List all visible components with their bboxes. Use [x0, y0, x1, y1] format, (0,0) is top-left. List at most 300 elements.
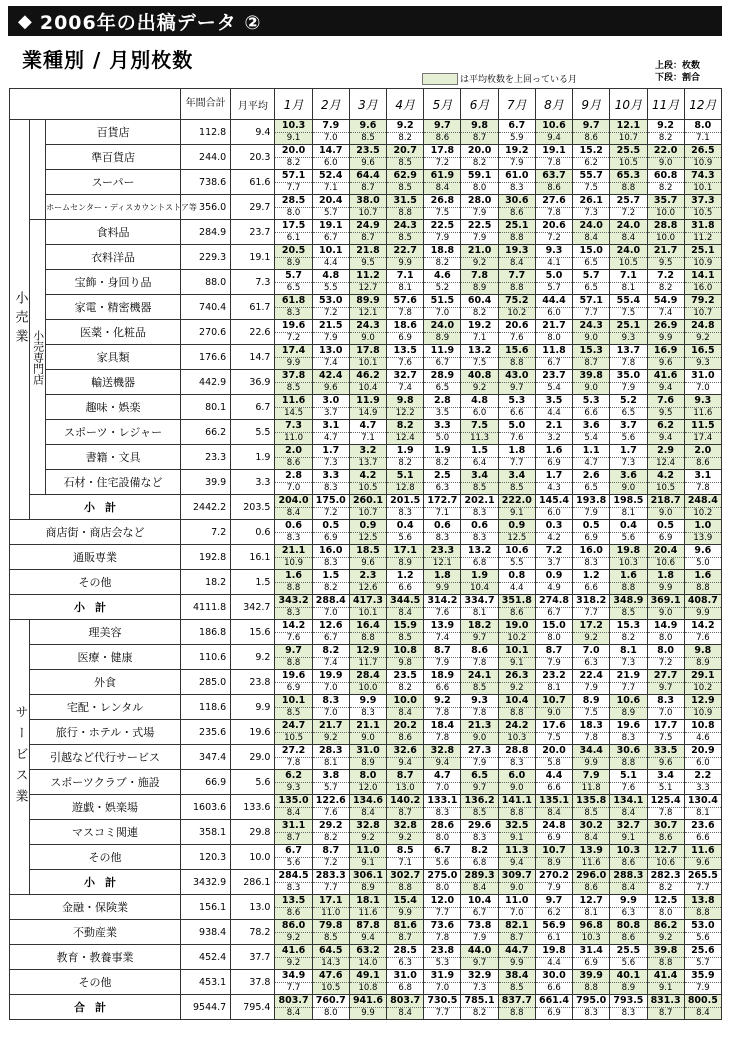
- cell-ratio: 14.3: [321, 958, 341, 968]
- cell-count: 17.7: [648, 720, 684, 733]
- cell-ratio: 9.6: [324, 383, 338, 393]
- month-cell: [573, 345, 610, 370]
- cell-ratio: 10.5: [693, 208, 713, 218]
- row-label: 輸送機器: [46, 370, 181, 395]
- month-cell: [387, 245, 424, 270]
- month-cell: [573, 120, 610, 145]
- cell-count: 57.1: [275, 170, 311, 183]
- cell-count: 7.0: [573, 645, 609, 658]
- month-cell: [684, 645, 721, 670]
- cell-count: 19.8: [610, 545, 646, 558]
- cell-count: 3.4: [648, 770, 684, 783]
- cell-count: 25.1: [499, 220, 535, 233]
- month-cell: [573, 620, 610, 645]
- cell-ratio: 9.9: [510, 958, 524, 968]
- month-cell: [349, 145, 386, 170]
- cell-ratio: 8.3: [286, 608, 301, 618]
- month-cell: [647, 120, 684, 145]
- table-row: [10, 145, 722, 170]
- row-total: 442.9: [180, 370, 230, 395]
- month-cell: [573, 920, 610, 945]
- month-cell: [647, 820, 684, 845]
- month-cell: [312, 920, 349, 945]
- cell-count: 1.7: [313, 445, 349, 458]
- month-cell: [349, 445, 386, 470]
- cell-count: 41.4: [648, 970, 684, 983]
- cell-count: 9.7: [536, 895, 572, 908]
- cell-ratio: 8.8: [696, 583, 710, 593]
- cell-count: 9.3: [461, 695, 497, 708]
- cell-ratio: 11.0: [284, 433, 304, 443]
- month-cell: [461, 845, 498, 870]
- month-cell: [461, 295, 498, 320]
- cell-count: 30.7: [648, 820, 684, 833]
- month-cell: [387, 395, 424, 420]
- month-cell: [387, 170, 424, 195]
- table-row: [10, 520, 722, 545]
- table-row: [10, 370, 722, 395]
- row-label: 医療・健康: [30, 645, 181, 670]
- month-cell: [312, 720, 349, 745]
- cell-ratio: 8.4: [584, 233, 598, 243]
- month-cell: [684, 520, 721, 545]
- cell-count: 1.8: [424, 570, 460, 583]
- cell-count: 803.7: [387, 995, 423, 1008]
- row-label: 合計: [10, 995, 181, 1020]
- month-cell: [387, 470, 424, 495]
- cell-count: 17.8: [350, 345, 386, 358]
- cell-ratio: 8.5: [361, 133, 375, 143]
- cell-count: 11.0: [499, 895, 535, 908]
- month-cell: [349, 845, 386, 870]
- cell-ratio: 8.6: [621, 858, 636, 868]
- month-cell: [535, 395, 572, 420]
- cell-count: 27.7: [648, 670, 684, 683]
- cell-count: 135.8: [573, 795, 609, 808]
- cell-ratio: 9.0: [547, 708, 561, 718]
- cell-ratio: 6.3: [435, 483, 450, 493]
- row-label: 宝飾・身回り品: [46, 270, 181, 295]
- cell-ratio: 6.7: [547, 358, 561, 368]
- cell-ratio: 7.4: [435, 633, 450, 643]
- cell-ratio: 8.3: [472, 508, 487, 518]
- cell-ratio: 6.6: [510, 408, 524, 418]
- cell-count: 8.2: [387, 420, 423, 433]
- cell-count: 13.2: [461, 545, 497, 558]
- cell-count: 19.6: [275, 670, 311, 683]
- month-cell: [535, 870, 572, 895]
- month-cell: [647, 495, 684, 520]
- cell-ratio: 7.7: [621, 683, 636, 693]
- month-cell: [275, 970, 312, 995]
- cell-ratio: 8.1: [324, 758, 338, 768]
- cell-count: 28.3: [313, 745, 349, 758]
- row-total: 229.3: [180, 245, 230, 270]
- cell-count: 14.2: [275, 620, 311, 633]
- cell-ratio: 12.4: [395, 433, 415, 443]
- cell-count: 3.1: [313, 420, 349, 433]
- cell-count: 21.3: [461, 720, 497, 733]
- group-spacer: [30, 120, 46, 220]
- cell-count: 23.3: [424, 545, 460, 558]
- month-cell: [275, 995, 312, 1020]
- cell-count: 29.1: [685, 670, 721, 683]
- cell-ratio: 6.9: [547, 458, 561, 468]
- row-label: 不動産業: [10, 920, 181, 945]
- month-cell: [647, 320, 684, 345]
- month-cell: [610, 720, 647, 745]
- month-cell: [424, 345, 461, 370]
- cell-ratio: 6.8: [398, 983, 412, 993]
- header-month: 9月: [573, 89, 610, 120]
- month-cell: [424, 495, 461, 520]
- cell-count: 2.6: [573, 470, 609, 483]
- cell-ratio: 3.7: [324, 408, 338, 418]
- cell-ratio: 9.7: [658, 683, 673, 693]
- month-cell: [461, 420, 498, 445]
- cell-ratio: 8.1: [398, 283, 412, 293]
- month-cell: [573, 870, 610, 895]
- cell-count: 15.9: [387, 620, 423, 633]
- month-cell: [461, 245, 498, 270]
- cell-ratio: 6.9: [547, 1008, 561, 1018]
- table-row: [10, 970, 722, 995]
- row-label: 医薬・化粧品: [46, 320, 181, 345]
- cell-ratio: 7.0: [324, 683, 338, 693]
- cell-ratio: 7.8: [435, 933, 450, 943]
- month-cell: [312, 745, 349, 770]
- month-cell: [573, 795, 610, 820]
- cell-ratio: 6.6: [547, 983, 561, 993]
- month-cell: [387, 270, 424, 295]
- cell-ratio: 9.2: [324, 733, 338, 743]
- row-label: 食料品: [46, 220, 181, 245]
- month-cell: [610, 845, 647, 870]
- cell-ratio: 8.0: [658, 633, 673, 643]
- month-cell: [349, 870, 386, 895]
- month-cell: [498, 520, 535, 545]
- table-row: [10, 845, 722, 870]
- cell-count: 19.9: [313, 670, 349, 683]
- cell-count: 193.8: [573, 495, 609, 508]
- cell-ratio: 8.0: [472, 183, 487, 193]
- cell-ratio: 8.5: [398, 233, 412, 243]
- month-cell: [610, 670, 647, 695]
- month-cell: [647, 370, 684, 395]
- cell-ratio: 7.5: [435, 208, 450, 218]
- cell-count: 3.5: [536, 395, 572, 408]
- month-cell: [387, 770, 424, 795]
- cell-ratio: 7.3: [621, 458, 636, 468]
- month-cell: [387, 345, 424, 370]
- cell-ratio: 8.8: [286, 658, 301, 668]
- cell-ratio: 7.9: [435, 233, 450, 243]
- cell-count: 7.9: [313, 120, 349, 133]
- cell-ratio: 8.8: [510, 283, 524, 293]
- cell-ratio: 7.1: [361, 433, 375, 443]
- month-cell: [461, 620, 498, 645]
- cell-ratio: 6.5: [584, 258, 598, 268]
- cell-ratio: 12.4: [656, 458, 676, 468]
- month-cell: [349, 345, 386, 370]
- cell-ratio: 10.8: [358, 983, 378, 993]
- month-cell: [387, 670, 424, 695]
- cell-ratio: 10.9: [693, 258, 713, 268]
- row-total: 66.2: [180, 420, 230, 445]
- cell-count: 30.0: [536, 970, 572, 983]
- cell-count: 10.6: [610, 695, 646, 708]
- cell-count: 81.6: [387, 920, 423, 933]
- cell-ratio: 8.8: [658, 958, 673, 968]
- cell-ratio: 9.6: [658, 358, 673, 368]
- cell-count: 21.7: [536, 320, 572, 333]
- row-avg: 6.7: [231, 395, 275, 420]
- cell-ratio: 10.2: [507, 633, 527, 643]
- cell-count: 25.1: [610, 320, 646, 333]
- cell-ratio: 4.6: [696, 733, 710, 743]
- cell-count: 13.9: [424, 620, 460, 633]
- row-avg: 9.2: [231, 645, 275, 670]
- cell-count: 1.6: [536, 445, 572, 458]
- cell-count: 10.3: [275, 120, 311, 133]
- month-cell: [349, 270, 386, 295]
- row-total: 244.0: [180, 145, 230, 170]
- cell-ratio: 8.0: [324, 1008, 338, 1018]
- row-label: その他: [10, 570, 181, 595]
- month-cell: [461, 645, 498, 670]
- cell-count: 31.9: [424, 970, 460, 983]
- cell-count: 14.2: [685, 620, 721, 633]
- cell-count: 20.2: [387, 720, 423, 733]
- cell-ratio: 10.9: [284, 558, 304, 568]
- cell-count: 32.8: [350, 820, 386, 833]
- cell-count: 8.0: [648, 645, 684, 658]
- cell-count: 5.1: [610, 770, 646, 783]
- cell-ratio: 7.9: [472, 233, 487, 243]
- cell-ratio: 8.3: [435, 533, 450, 543]
- cell-count: 41.6: [648, 370, 684, 383]
- cell-ratio: 8.6: [621, 933, 636, 943]
- cell-count: 9.6: [350, 120, 386, 133]
- cell-ratio: 4.4: [510, 583, 524, 593]
- row-total: 39.9: [180, 470, 230, 495]
- month-cell: [424, 670, 461, 695]
- month-cell: [573, 395, 610, 420]
- cell-count: 172.7: [424, 495, 460, 508]
- cell-count: 32.6: [387, 745, 423, 758]
- cell-ratio: 7.0: [435, 983, 450, 993]
- cell-ratio: 8.5: [472, 483, 487, 493]
- cell-count: 941.6: [350, 995, 386, 1008]
- cell-count: 1.6: [610, 570, 646, 583]
- table-row: [10, 420, 722, 445]
- month-cell: [349, 120, 386, 145]
- month-cell: [647, 945, 684, 970]
- month-cell: [312, 370, 349, 395]
- cell-ratio: 8.4: [398, 708, 412, 718]
- row-total: 9544.7: [180, 995, 230, 1020]
- cell-count: 3.7: [610, 420, 646, 433]
- cell-ratio: 8.9: [696, 658, 710, 668]
- month-cell: [498, 895, 535, 920]
- cell-ratio: 8.2: [621, 633, 636, 643]
- cell-ratio: 4.4: [547, 958, 561, 968]
- cell-count: 21.5: [313, 320, 349, 333]
- month-cell: [275, 495, 312, 520]
- month-cell: [275, 545, 312, 570]
- cell-count: 53.0: [685, 920, 721, 933]
- cell-ratio: 5.4: [547, 383, 561, 393]
- cell-count: 18.1: [350, 895, 386, 908]
- month-cell: [349, 395, 386, 420]
- cell-count: 19.1: [536, 145, 572, 158]
- cell-ratio: 7.5: [658, 733, 673, 743]
- month-cell: [424, 945, 461, 970]
- cell-count: 51.5: [424, 295, 460, 308]
- cell-ratio: 5.4: [584, 433, 598, 443]
- month-cell: [647, 745, 684, 770]
- row-label: 小計: [30, 870, 181, 895]
- cell-count: 26.8: [424, 195, 460, 208]
- row-label: スポーツクラブ・施設: [30, 770, 181, 795]
- cell-count: 0.5: [313, 520, 349, 533]
- cell-ratio: 6.6: [696, 833, 710, 843]
- cell-ratio: 8.6: [286, 458, 301, 468]
- cell-count: 175.0: [313, 495, 349, 508]
- cell-ratio: 13.0: [395, 783, 415, 793]
- cell-ratio: 8.7: [398, 808, 412, 818]
- cell-ratio: 6.9: [324, 533, 338, 543]
- month-cell: [684, 545, 721, 570]
- month-cell: [684, 120, 721, 145]
- cell-count: 31.0: [387, 970, 423, 983]
- table-row: [10, 195, 722, 220]
- cell-ratio: 7.9: [621, 383, 636, 393]
- cell-count: 63.2: [350, 945, 386, 958]
- cell-count: 198.5: [610, 495, 646, 508]
- cell-count: 661.4: [536, 995, 572, 1008]
- row-total: 18.2: [180, 570, 230, 595]
- cell-ratio: 8.3: [286, 883, 301, 893]
- row-avg: 13.0: [231, 895, 275, 920]
- cell-count: 1.9: [424, 445, 460, 458]
- month-cell: [349, 970, 386, 995]
- cell-ratio: 10.6: [656, 858, 676, 868]
- cell-count: 8.0: [685, 120, 721, 133]
- cell-count: 28.5: [275, 195, 311, 208]
- cell-ratio: 10.5: [358, 483, 378, 493]
- cell-count: 7.2: [536, 545, 572, 558]
- cell-count: 0.9: [350, 520, 386, 533]
- cell-ratio: 9.1: [286, 133, 301, 143]
- month-cell: [498, 645, 535, 670]
- cell-count: 89.9: [350, 295, 386, 308]
- month-cell: [610, 145, 647, 170]
- month-cell: [647, 270, 684, 295]
- cell-ratio: 14.5: [284, 408, 304, 418]
- cell-ratio: 10.7: [693, 308, 713, 318]
- cell-count: 6.0: [499, 770, 535, 783]
- header-month: 4月: [387, 89, 424, 120]
- month-cell: [349, 495, 386, 520]
- cell-ratio: 16.0: [693, 283, 713, 293]
- cell-count: 8.6: [461, 645, 497, 658]
- month-cell: [498, 970, 535, 995]
- cell-count: 9.3: [536, 245, 572, 258]
- month-cell: [275, 520, 312, 545]
- month-cell: [498, 495, 535, 520]
- month-cell: [684, 845, 721, 870]
- cell-count: 25.7: [610, 195, 646, 208]
- cell-ratio: 10.9: [693, 708, 713, 718]
- cell-count: 7.1: [387, 270, 423, 283]
- cell-count: 19.8: [536, 945, 572, 958]
- cell-count: 0.3: [536, 520, 572, 533]
- cell-count: 1.5: [461, 445, 497, 458]
- cell-ratio: 12.1: [432, 558, 452, 568]
- cell-ratio: 9.3: [621, 333, 636, 343]
- cell-count: 2.3: [350, 570, 386, 583]
- month-cell: [610, 920, 647, 945]
- cell-count: 2.8: [275, 470, 311, 483]
- month-cell: [647, 195, 684, 220]
- cell-ratio: 8.2: [658, 133, 673, 143]
- row-total: 88.0: [180, 270, 230, 295]
- cell-count: 18.6: [387, 320, 423, 333]
- month-cell: [387, 445, 424, 470]
- cell-ratio: 7.8: [472, 658, 487, 668]
- cell-count: 204.0: [275, 495, 311, 508]
- table-row: [10, 345, 722, 370]
- cell-count: 5.3: [499, 395, 535, 408]
- cell-ratio: 8.4: [621, 808, 636, 818]
- cell-count: 11.2: [350, 270, 386, 283]
- row-label: その他: [30, 845, 181, 870]
- month-cell: [312, 970, 349, 995]
- month-cell: [610, 170, 647, 195]
- month-cell: [349, 595, 386, 620]
- cell-ratio: 9.2: [696, 333, 710, 343]
- cell-count: 21.1: [275, 545, 311, 558]
- month-cell: [498, 995, 535, 1020]
- cell-ratio: 4.7: [584, 458, 598, 468]
- cell-count: 1.6: [685, 570, 721, 583]
- month-cell: [535, 795, 572, 820]
- cell-ratio: 11.3: [470, 433, 490, 443]
- table-row: [10, 945, 722, 970]
- cell-ratio: 8.1: [547, 683, 561, 693]
- month-cell: [498, 370, 535, 395]
- cell-ratio: 7.2: [286, 333, 301, 343]
- month-cell: [312, 245, 349, 270]
- cell-count: 24.1: [461, 670, 497, 683]
- table-row: [10, 120, 722, 145]
- cell-count: 21.1: [350, 720, 386, 733]
- cell-ratio: 8.4: [398, 608, 412, 618]
- cell-ratio: 8.2: [658, 183, 673, 193]
- month-cell: [275, 145, 312, 170]
- month-cell: [424, 145, 461, 170]
- cell-ratio: 7.5: [621, 308, 636, 318]
- cell-ratio: 9.2: [658, 933, 673, 943]
- table-row: [10, 920, 722, 945]
- month-cell: [387, 295, 424, 320]
- cell-count: 275.0: [424, 870, 460, 883]
- cell-ratio: 6.9: [584, 533, 598, 543]
- cell-count: 309.7: [499, 870, 535, 883]
- cell-ratio: 7.3: [584, 208, 598, 218]
- cell-count: 0.9: [499, 520, 535, 533]
